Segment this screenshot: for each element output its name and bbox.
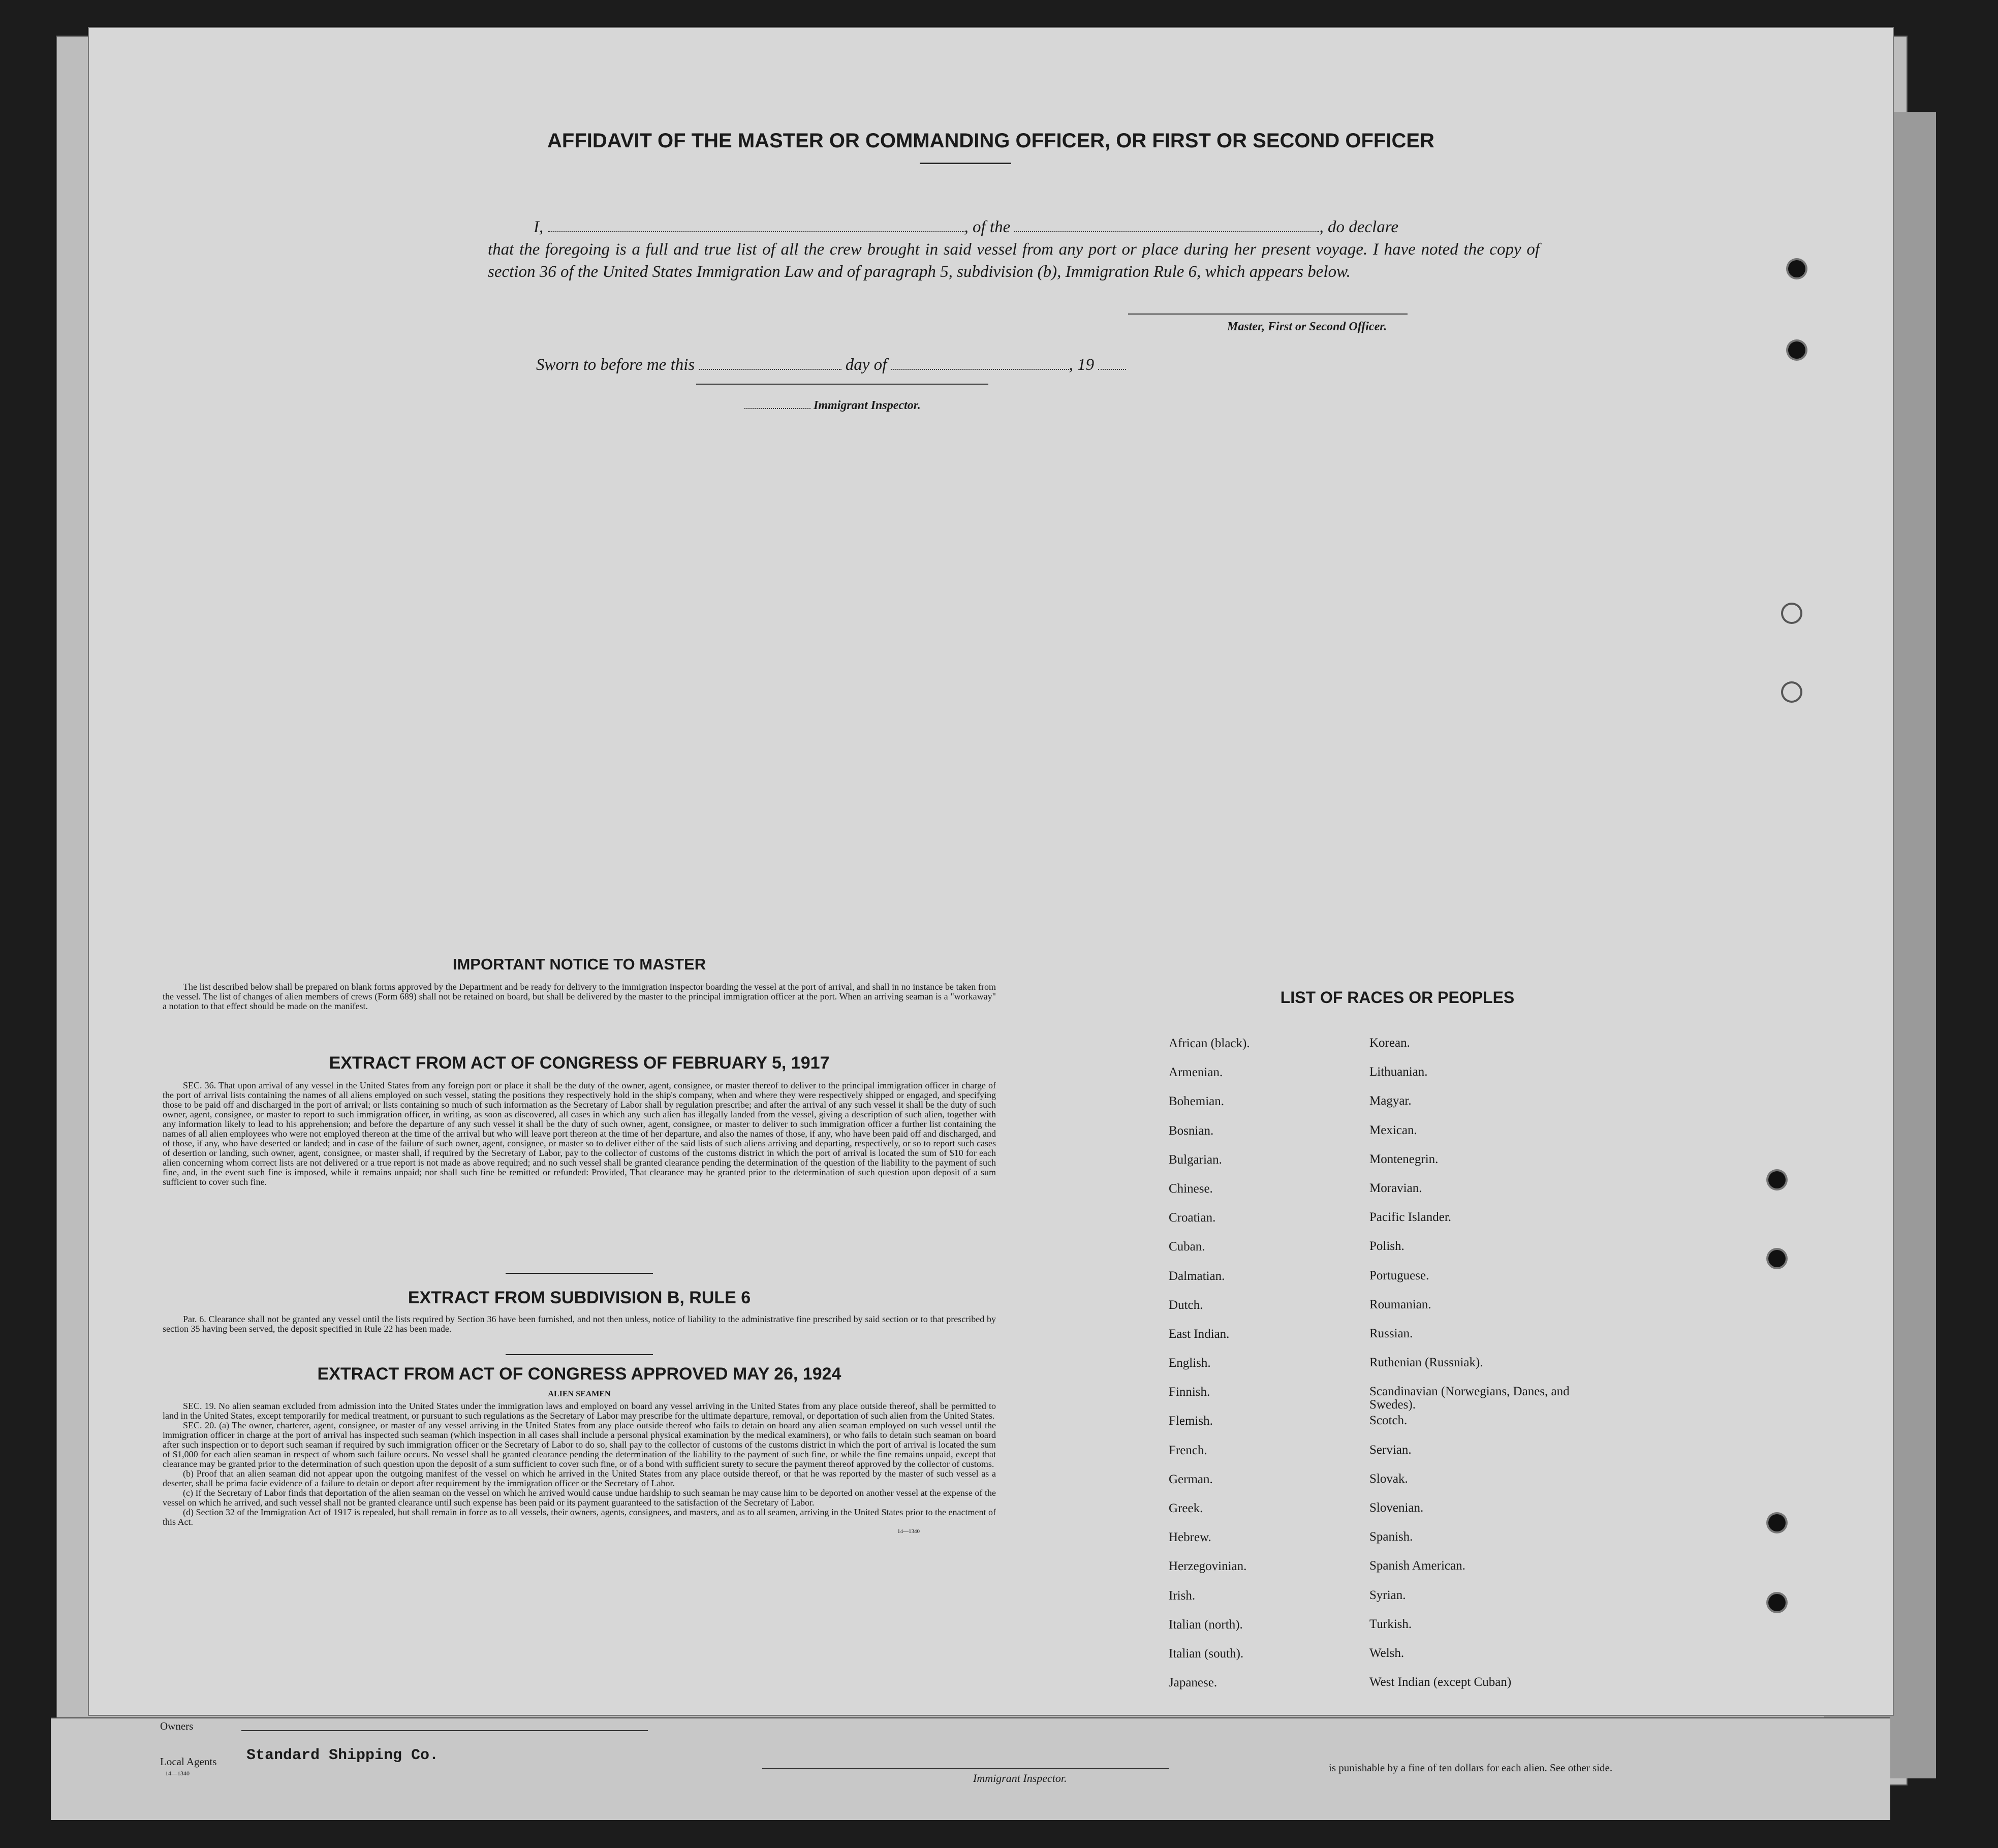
race-item: French. [1169, 1443, 1207, 1457]
race-item: Scandinavian (Norwegians, Danes, and Swedes). [1369, 1385, 1570, 1412]
manifest-reverse-page [89, 28, 1893, 1784]
declare-label: , do declare [1319, 218, 1398, 236]
race-item: Hebrew. [1169, 1530, 1211, 1545]
local-agents-value: Standard Shipping Co. [246, 1747, 439, 1764]
sec-19: SEC. 19. No alien seaman excluded from admission into the United States under the immigration laws and employed on board any vessel arriving in the United States from any place outside thereof, shall be permitted to land in the United States, except temporarily for medical treatment, or pursuant to such regulations as the Secretary of Labor may prescribe for the ultimate departure, removal, or deportation of such alien from the United States. [163, 1401, 996, 1421]
race-item: Spanish American. [1369, 1559, 1465, 1573]
punch-hole [1768, 1594, 1786, 1611]
owners-line [241, 1730, 648, 1731]
sworn-month-blank[interactable] [891, 358, 1069, 370]
rule6-text: Par. 6. Clearance shall not be granted any vessel until the lists required by Section 36 have been furnished, and not then unless, notice of liability to the administrative fine prescribed by said section or to that prescribed by section 35 having been served, the deposit specified in Rule 22 has been made. [163, 1314, 996, 1334]
punch-hole [1768, 1514, 1786, 1531]
races-row [1169, 1676, 1626, 1705]
races-row [1169, 1559, 1626, 1588]
footer-form-code: 14—1340 [165, 1770, 190, 1777]
race-item: Bohemian. [1169, 1094, 1225, 1109]
declaration-body: that the foregoing is a full and true list of all the crew brought in said vessel from any port or place during her present voyage. I have noted the copy of section 36 of the United States Immigration Law and of paragraph 5, subdivision (b), Immigration Rule 6, which appears below. [488, 240, 1540, 281]
day-of-label: day of [845, 356, 887, 374]
title-rule [920, 163, 1011, 164]
race-item: Bosnian. [1169, 1123, 1214, 1138]
vessel-blank[interactable] [1014, 220, 1319, 232]
race-item: Italian (south). [1169, 1646, 1244, 1661]
race-item: Slovak. [1369, 1471, 1408, 1486]
race-item: Welsh. [1369, 1646, 1404, 1660]
race-item: Roumanian. [1369, 1297, 1431, 1311]
punch-hole [1783, 605, 1800, 622]
section-rule-1 [506, 1273, 653, 1274]
of-the-label: , of the [964, 218, 1011, 236]
race-item: Dalmatian. [1169, 1269, 1225, 1283]
rule6-title: EXTRACT FROM SUBDIVISION B, RULE 6 [408, 1288, 751, 1307]
extract-1917-text: SEC. 36. That upon arrival of any vessel in the United States from any foreign port or place it shall be the duty of the owner, agent, consignee, or master thereof to deliver to the principal immigration officer in charge of the port of arrival lists containing the names of all aliens employed on such vessel, stating the positions they respectively hold in the ship's company, when and where they were respectively shipped or engaged, and specifying those to be paid off and discharged in the port of arrival; or lists containing so much of such information as the Secretary of Labor shall by regulation prescribe; and after the arrival of any such vessel it shall be the duty of such owner, agent, consignee, or master to report to such immigration officer, in writing, as soon as discovered, all cases in which any such alien has illegally landed from the vessel, giving a description of such alien, together with any information likely to lead to his apprehension; and before the departure of any such vessel it shall be the duty of such owner, agent, consignee, or master to deliver to such immigration officer a further list containing the names of all alien employees who were not employed thereon at the time of the arrival but who will leave port thereon at the time of her departure, and also the names of those, if any, who have been paid off and discharged, and of those, if any, who have deserted or landed; and in case of the failure of such owner, agent, consignee, or master so to deliver either of the said lists of such aliens arriving and departing, respectively, or so to report such cases of desertion or landing, such owner, agent, consignee, or master shall, if required by the Secretary of Labor, pay to the collector of customs of the customs district in which the port of arrival is located the sum of $10 for each alien concerning whom correct lists are not delivered or a true report is not made as above required; and no such vessel shall be granted clearance pending the determination of the question of the liability to the payment of such fine, and, in the event such fine is imposed, while it remains unpaid; nor shall such fine be remitted or refunded: Provided, That clearance may be granted prior to the determination of such question upon deposit of a sum sufficient to cover such fine. [163, 1080, 996, 1187]
race-item: Slovenian. [1369, 1501, 1424, 1515]
race-item: West Indian (except Cuban) [1369, 1675, 1512, 1689]
races-list [1169, 1037, 1626, 1705]
race-item: Flemish. [1169, 1414, 1213, 1428]
sworn-label: Sworn to before me this [536, 356, 695, 374]
races-row [1169, 1647, 1626, 1676]
races-row [1169, 1356, 1626, 1385]
races-row [1169, 1589, 1626, 1618]
race-item: Magyar. [1369, 1094, 1412, 1108]
local-agents-label: Local Agents [160, 1756, 217, 1768]
race-item: Moravian. [1369, 1181, 1422, 1195]
sworn-line [536, 356, 1126, 374]
race-item: Japanese. [1169, 1676, 1217, 1690]
races-row [1169, 1530, 1626, 1559]
races-row [1169, 1211, 1626, 1240]
name-blank[interactable] [548, 220, 964, 232]
race-item: Bulgarian. [1169, 1152, 1222, 1167]
extract-1924-text [163, 1401, 996, 1537]
races-row [1169, 1182, 1626, 1211]
footer-inspector-line [762, 1768, 1169, 1769]
race-item: Greek. [1169, 1501, 1203, 1515]
master-signature-line[interactable] [1128, 314, 1408, 315]
race-item: Finnish. [1169, 1385, 1210, 1399]
races-row [1169, 1327, 1626, 1356]
punch-hole [1768, 1250, 1786, 1267]
fine-note: is punishable by a fine of ten dollars for each alien. See other side. [1329, 1762, 1613, 1774]
race-item: Lithuanian. [1369, 1065, 1428, 1079]
races-row [1169, 1444, 1626, 1473]
race-item: German. [1169, 1472, 1213, 1486]
race-item: Chinese. [1169, 1181, 1213, 1196]
sworn-day-blank[interactable] [699, 358, 841, 370]
race-item: Polish. [1369, 1239, 1404, 1254]
punch-hole [1768, 1171, 1786, 1188]
race-item: Herzegovinian. [1169, 1559, 1247, 1574]
races-title: LIST OF RACES OR PEOPLES [1280, 988, 1515, 1007]
races-row [1169, 1124, 1626, 1153]
punch-hole [1783, 683, 1800, 701]
extract-1917-title: EXTRACT FROM ACT OF CONGRESS OF FEBRUARY 5, 1917 [329, 1053, 830, 1073]
races-row [1169, 1618, 1626, 1647]
extract-1924-title: EXTRACT FROM ACT OF CONGRESS APPROVED MAY 26, 1924 [317, 1364, 841, 1384]
race-item: Montenegrin. [1369, 1152, 1439, 1166]
sec-20b: (b) Proof that an alien seaman did not appear upon the outgoing manifest of the vessel on which he arrived in the United States from any place outside thereof, or that he was reported by the master of such vessel as a deserter, shall be prima facie evidence of a failure to detain or deport after requirement by the immigration officer or the Secretary of Labor. [163, 1468, 996, 1488]
race-item: East Indian. [1169, 1327, 1230, 1341]
race-item: African (black). [1169, 1037, 1250, 1050]
inspector-signature-label: Immigrant Inspector. [744, 399, 921, 413]
race-item: Spanish. [1369, 1530, 1413, 1544]
races-row [1169, 1385, 1626, 1414]
races-row [1169, 1066, 1626, 1094]
affidavit-title: AFFIDAVIT OF THE MASTER OR COMMANDING OFFICER, OR FIRST OR SECOND OFFICER [547, 130, 1434, 152]
sec-20d: (d) Section 32 of the Immigration Act of 1917 is repealed, but shall remain in force as to all vessels, their owners, agents, consignees, and masters, and as to all seamen, arriving in the United States prior to the enactment of this Act. [163, 1507, 996, 1527]
races-row [1169, 1501, 1626, 1530]
race-item: Croatian. [1169, 1211, 1216, 1225]
punch-hole [1788, 341, 1805, 359]
sec-20a: SEC. 20. (a) The owner, charterer, agent, consignee, or master of any vessel arriving in the United States from any place outside thereof who fails to detain on board any alien seaman employed on such vessel until the immigration officer in charge at the port of arrival has inspected such seaman (which inspection in all cases shall include a personal physical examination by the medical examiners), or who fails to detain such seaman on board after such inspection or to deport such seaman if required by such immigration officer or the Secretary of Labor to do so, shall pay to the collector of customs of the customs district in which the port of arrival is located the sum of $1,000 for each alien seaman in respect of whom such failure occurs. No vessel shall be granted clearance pending the determination of the liability to the payment of such fine, or while the fine remains unpaid, except that clearance may be granted prior to the determination of such question upon the deposit of a sum sufficient to cover such fine, or of a bond with sufficient surety to secure the payment thereof approved by the collector of customs. [163, 1420, 996, 1469]
sec-20c: (c) If the Secretary of Labor finds that deportation of the alien seaman on the vessel on which he arrived would cause undue hardship to such seaman he may cause him to be deported on another vessel at the expense of the vessel on which he arrived, and such vessel shall not be granted clearance until such expense has been paid or its payment guaranteed to the satisfaction of the Secretary of Labor. [163, 1488, 996, 1508]
races-row [1169, 1037, 1626, 1066]
footer-inspector-label: Immigrant Inspector. [973, 1772, 1067, 1784]
declaration-first-line [488, 216, 1540, 238]
year-label: , 19 [1069, 356, 1095, 374]
races-row [1169, 1094, 1626, 1123]
race-item: English. [1169, 1356, 1211, 1370]
race-item: Syrian. [1369, 1588, 1406, 1602]
races-row [1169, 1269, 1626, 1298]
sworn-year-blank[interactable] [1098, 358, 1126, 370]
races-row [1169, 1414, 1626, 1443]
races-row [1169, 1473, 1626, 1501]
races-row [1169, 1240, 1626, 1269]
race-item: Pacific Islander. [1369, 1210, 1452, 1225]
form-code: 14—1340 [897, 1528, 920, 1534]
race-item: Armenian. [1169, 1066, 1223, 1080]
race-item: Irish. [1169, 1588, 1196, 1603]
alien-seamen-subtitle: ALIEN SEAMEN [548, 1390, 611, 1398]
race-item: Korean. [1369, 1036, 1410, 1050]
i-label: I, [534, 218, 544, 236]
inspector-signature-line[interactable] [696, 384, 988, 385]
affidavit-declaration [488, 216, 1540, 283]
race-item: Italian (north). [1169, 1617, 1243, 1632]
master-signature-label: Master, First or Second Officer. [1227, 320, 1387, 333]
race-item: Cuban. [1169, 1240, 1205, 1254]
punch-hole [1788, 260, 1805, 277]
notice-title: IMPORTANT NOTICE TO MASTER [452, 955, 706, 973]
race-item: Ruthenian (Russniak). [1369, 1356, 1483, 1370]
races-row [1169, 1298, 1626, 1327]
owners-label: Owners [160, 1720, 194, 1732]
race-item: Dutch. [1169, 1298, 1203, 1312]
race-item: Russian. [1369, 1326, 1413, 1340]
race-item: Mexican. [1369, 1123, 1417, 1137]
notice-text: The list described below shall be prepared on blank forms approved by the Department and be ready for delivery to the immigration Inspector boarding the vessel at the port of arrival, and shall in no instance be taken from the vessel. The list of changes of alien members of crews (Form 689) shall not be retained on board, but shall be delivered by the master to the principal immigration officer at the port. When an arriving seaman is a "workaway" a notation to that effect should be made on the manifest. [163, 982, 996, 1011]
races-row [1169, 1153, 1626, 1182]
section-rule-2 [506, 1354, 653, 1355]
race-item: Portuguese. [1369, 1268, 1429, 1282]
race-item: Servian. [1369, 1443, 1412, 1457]
race-item: Scotch. [1369, 1414, 1408, 1428]
race-item: Turkish. [1369, 1617, 1412, 1631]
